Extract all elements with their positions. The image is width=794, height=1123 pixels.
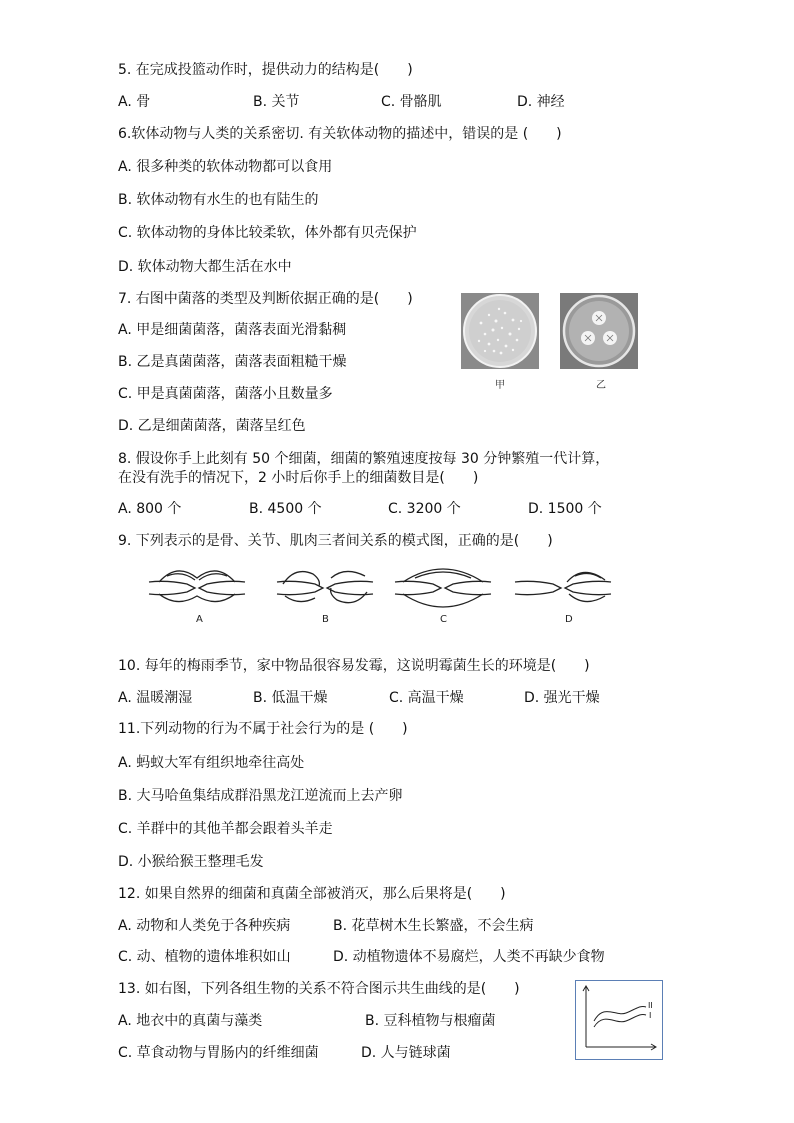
q13-stem: 13. 如右图，下列各组生物的关系不符合图示共生曲线的是( ) [118,981,520,997]
q5-option-b: B. 关节 [253,94,300,110]
q10-option-c: C. 高温干燥 [389,690,464,706]
petri-dish-yi-image [560,293,638,369]
q10-option-d: D. 强光干燥 [524,690,600,706]
q13-option-b: B. 豆科植物与根瘤菌 [365,1013,496,1029]
symbiosis-curve-figure [575,980,663,1060]
q11-option-d: D. 小猴给猴王整理毛发 [118,854,264,870]
curve-ii [594,1006,646,1021]
figure-label-c: C [440,614,447,625]
q11-stem: 11.下列动物的行为不属于社会行为的是 ( ) [118,721,408,737]
q12-option-c: C. 动、植物的遗体堆积如山 [118,949,291,965]
q12-stem: 12. 如果自然界的细菌和真菌全部被消灭，那么后果将是( ) [118,886,506,902]
curve-label-i: I [649,1011,652,1020]
symbiosis-curve-graph [576,981,662,1059]
q8-option-c: C. 3200 个 [388,501,461,517]
q13-option-a: A. 地衣中的真菌与藻类 [118,1013,263,1029]
q12-option-a: A. 动物和人类免于各种疾病 [118,918,291,934]
q6-stem: 6.软体动物与人类的关系密切. 有关软体动物的描述中，错误的是 ( ) [118,126,562,142]
q5-stem: 5. 在完成投篮动作时，提供动力的结构是( ) [118,62,413,78]
figure-label-d: D [565,614,573,625]
figure-label-b: B [322,614,329,625]
q10-option-a: A. 温暖潮湿 [118,690,193,706]
q8-option-a: A. 800 个 [118,501,182,517]
q9-stem: 9. 下列表示的是骨、关节、肌肉三者间关系的模式图，正确的是( ) [118,533,553,549]
muscle-model-d-image [513,560,613,610]
petri-dish-jia-image [461,293,539,369]
q11-option-b: B. 大马哈鱼集结成群沿黑龙江逆流而上去产卵 [118,788,403,804]
muscle-model-b-image [275,560,375,610]
q8-option-d: D. 1500 个 [528,501,602,517]
q13-option-c: C. 草食动物与胃肠内的纤维细菌 [118,1045,319,1061]
q7-option-b: B. 乙是真菌菌落，菌落表面粗糙干燥 [118,354,347,370]
q8-stem-line2: 在没有洗手的情况下，2 小时后你手上的细菌数目是( ) [118,470,479,486]
q7-stem: 7. 右图中菌落的类型及判断依据正确的是( ) [118,291,413,307]
q8-stem-line1: 8. 假设你手上此刻有 50 个细菌，细菌的繁殖速度按每 30 分钟繁殖一代计算， [118,451,610,467]
curve-label-ii: II [648,1001,653,1010]
q12-option-b: B. 花草树木生长繁盛，不会生病 [333,918,534,934]
q7-option-d: D. 乙是细菌菌落，菌落呈红色 [118,418,306,434]
q6-option-d: D. 软体动物大都生活在水中 [118,259,292,275]
q10-stem: 10. 每年的梅雨季节，家中物品很容易发霉，这说明霉菌生长的环境是( ) [118,658,590,674]
q6-option-c: C. 软体动物的身体比较柔软，体外都有贝壳保护 [118,225,417,241]
q7-option-c: C. 甲是真菌菌落，菌落小且数量多 [118,386,333,402]
q13-option-d: D. 人与链球菌 [361,1045,451,1061]
q6-option-b: B. 软体动物有水生的也有陆生的 [118,192,319,208]
q8-option-b: B. 4500 个 [249,501,322,517]
q11-option-c: C. 羊群中的其他羊都会跟着头羊走 [118,821,333,837]
muscle-model-a-image [147,560,247,610]
curve-i [594,1014,646,1027]
q12-option-d: D. 动植物遗体不易腐烂，人类不再缺少食物 [333,949,605,965]
q6-option-a: A. 很多种类的软体动物都可以食用 [118,159,333,175]
q7-option-a: A. 甲是细菌菌落，菌落表面光滑黏稠 [118,322,347,338]
q10-option-b: B. 低温干燥 [253,690,328,706]
q5-option-c: C. 骨骼肌 [381,94,442,110]
q5-option-a: A. 骨 [118,94,151,110]
figure-label-a: A [196,614,203,625]
figure-label-yi: 乙 [596,380,606,391]
muscle-model-c-image [393,560,493,610]
q5-option-d: D. 神经 [517,94,565,110]
q11-option-a: A. 蚂蚁大军有组织地牵往高处 [118,755,305,771]
figure-label-jia: 甲 [495,380,505,391]
